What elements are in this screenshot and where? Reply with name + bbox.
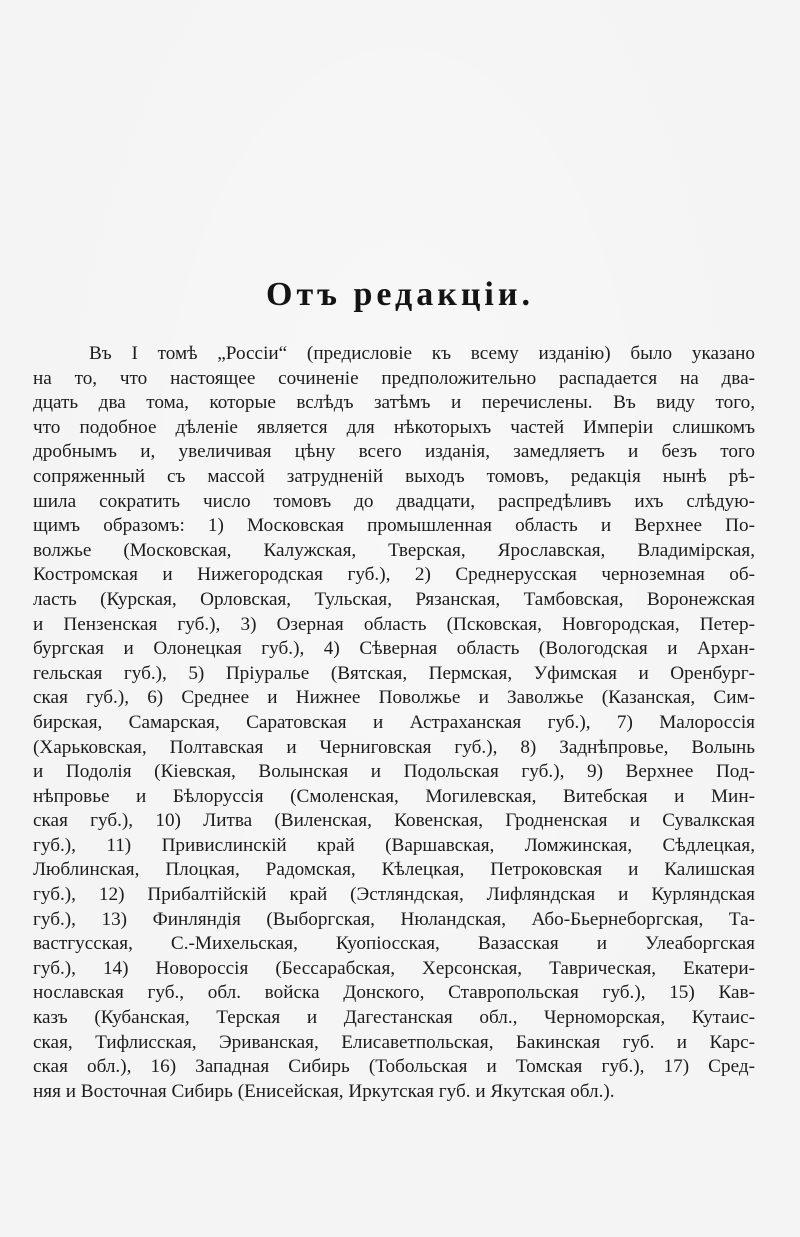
text-line: что подобное дѣленіе является для нѣкоторыхъ частей Имперіи слишкомъ: [33, 416, 755, 438]
page-title: Отъ редакціи.: [266, 276, 534, 313]
text-line: Люблинская, Плоцкая, Радомская, Кѣлецкая, Петроковская и Калишская: [33, 859, 755, 881]
text-line: няя и Восточная Сибирь (Енисейская, Иркутская губ. и Якутская обл.).: [33, 1080, 615, 1102]
body-paragraph: [33, 342, 755, 1104]
text-line: ская, Тифлисская, Эриванская, Елисаветпольская, Бакинская губ. и Карс-: [33, 1031, 755, 1053]
text-line: на то, что настоящее сочиненіе предположительно распадается на два-: [33, 367, 755, 389]
text-line: губ.), 11) Привислинскій край (Варшавская, Ломжинская, Сѣдлецкая,: [33, 834, 755, 856]
text-line: губ.), 13) Финляндія (Выборгская, Нюландская, Або-Бьернеборгская, Та-: [33, 908, 755, 930]
text-line: бургская и Олонецкая губ.), 4) Сѣверная область (Вологодская и Архан-: [33, 638, 755, 660]
text-line: губ.), 14) Новороссія (Бессарабская, Херсонская, Таврическая, Екатери-: [33, 957, 755, 979]
text-line: ласть (Курская, Орловская, Тульская, Рязанская, Тамбовская, Воронежская: [33, 588, 755, 610]
text-line: шила сократить число томовъ до двадцати, распредѣливъ ихъ слѣдую-: [33, 490, 755, 512]
text-line: дробнымъ и, увеличивая цѣну всего изданія, замедляетъ и безъ того: [33, 441, 755, 463]
text-line: и Подолія (Кіевская, Волынская и Подольская губ.), 9) Верхнее Под-: [33, 761, 755, 783]
text-line: сопряженный съ массой затрудненій выходъ томовъ, редакція нынѣ рѣ-: [33, 465, 755, 487]
text-line: казъ (Кубанская, Терская и Дагестанская обл., Черноморская, Кутаис-: [33, 1007, 755, 1029]
text-line: (Харьковская, Полтавская и Черниговская губ.), 8) Заднѣпровье, Волынь: [33, 736, 755, 758]
text-line: дцать два тома, которые вслѣдъ затѣмъ и перечислены. Въ виду того,: [33, 392, 755, 414]
text-line: Костромская и Нижегородская губ.), 2) Среднерусская черноземная об-: [33, 564, 755, 586]
text-line: вастгусская, С.-Михельская, Куопіосская, Вазасская и Улеаборгская: [33, 933, 755, 955]
text-line: волжье (Московская, Калужская, Тверская, Ярославская, Владимірская,: [33, 539, 755, 561]
text-line: ская обл.), 16) Западная Сибирь (Тобольская и Томская губ.), 17) Сред-: [33, 1056, 755, 1078]
text-line: гельская губ.), 5) Пріуралье (Вятская, Пермская, Уфимская и Оренбург-: [33, 662, 755, 684]
text-line: нѣпровье и Бѣлоруссія (Смоленская, Могилевская, Витебская и Мин-: [33, 785, 755, 807]
text-line: бирская, Самарская, Саратовская и Астраханская губ.), 7) Малороссія: [33, 711, 755, 733]
text-line: и Пензенская губ.), 3) Озерная область (Псковская, Новгородская, Петер-: [33, 613, 755, 635]
text-line: нославская губ., обл. войска Донского, Ставропольская губ.), 15) Кав-: [33, 982, 755, 1004]
text-line: ская губ.), 6) Среднее и Нижнее Поволжье и Заволжье (Казанская, Сим-: [33, 687, 755, 709]
text-line: Въ I томѣ „Россіи“ (предисловіе къ всему изданію) было указано: [89, 343, 755, 364]
text-line: щимъ образомъ: 1) Московская промышленная область и Верхнее По-: [33, 515, 755, 537]
text-line: губ.), 12) Прибалтійскій край (Эстляндская, Лифляндская и Курляндская: [33, 884, 755, 906]
text-line: ская губ.), 10) Литва (Виленская, Ковенская, Гродненская и Сувалкская: [33, 810, 755, 832]
